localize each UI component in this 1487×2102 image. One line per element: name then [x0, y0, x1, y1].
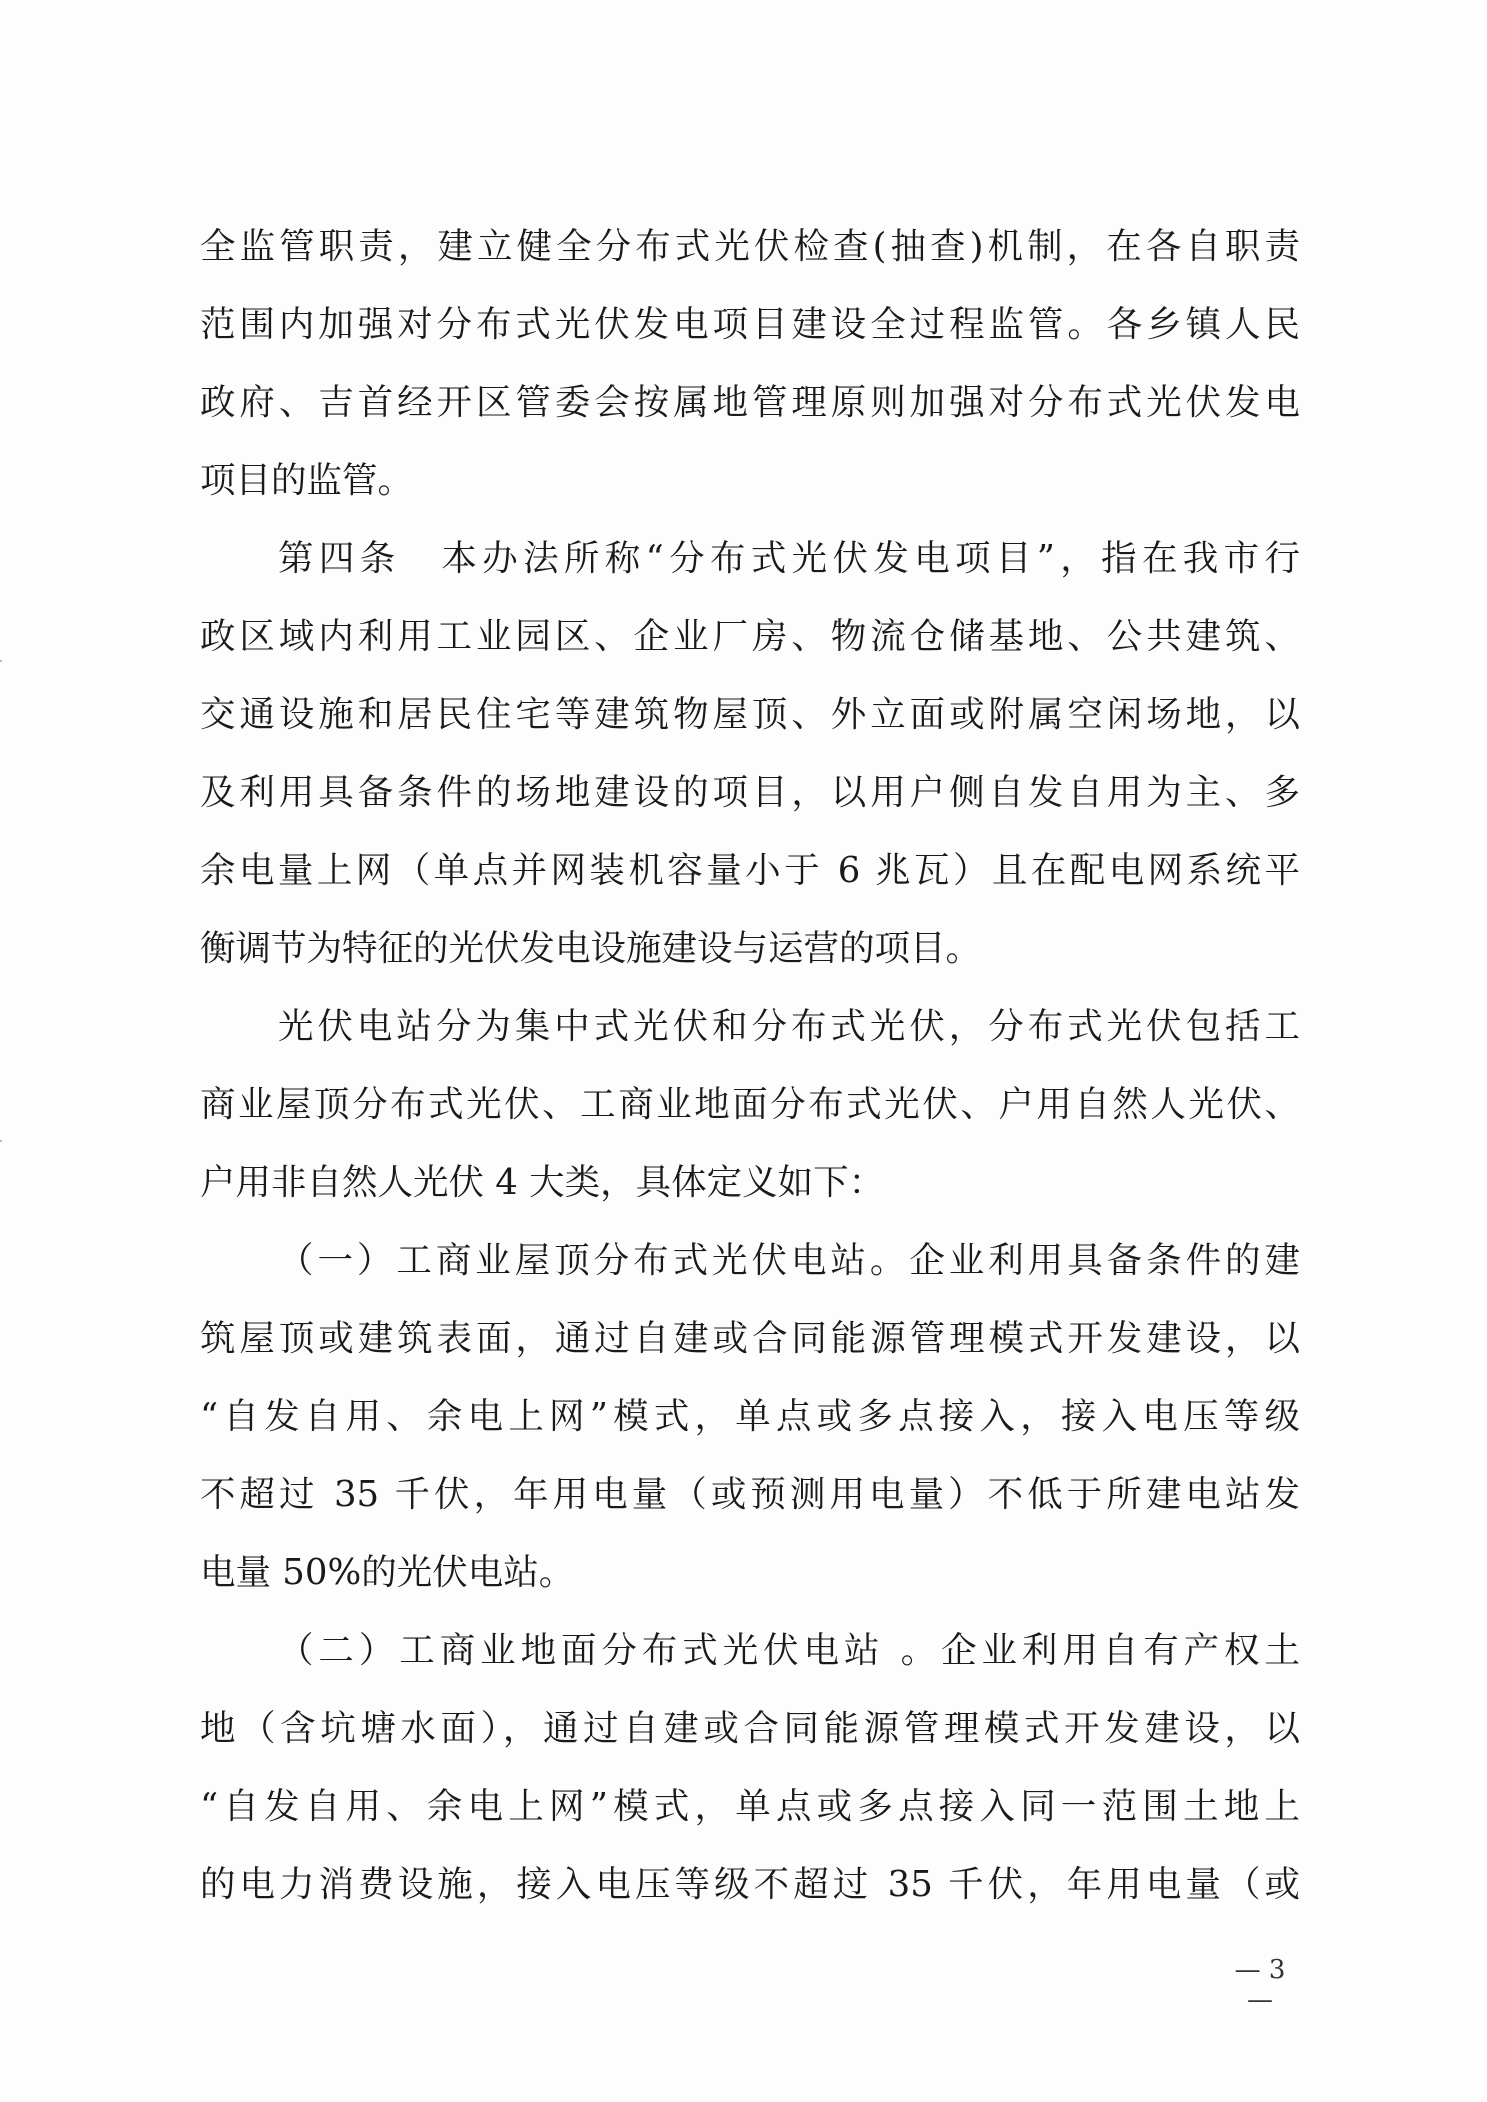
- text-line: 筑屋顶或建筑表面，通过自建或合同能源管理模式开发建设，以: [200, 1318, 1300, 1359]
- text-line: 交通设施和居民住宅等建筑物屋顶、外立面或附属空闲场地，以: [200, 694, 1300, 735]
- text-line: 全监管职责，建立健全分布式光伏检查(抽查)机制，在各自职责: [200, 226, 1300, 267]
- text-line: 余电量上网（单点并网装机容量小于 6 兆瓦）且在配电网系统平: [200, 850, 1300, 891]
- text-line: 地（含坑塘水面），通过自建或合同能源管理模式开发建设，以: [200, 1708, 1300, 1749]
- text-line: 电量 50%的光伏电站。: [200, 1552, 575, 1593]
- text-line: 户用非自然人光伏 4 大类，具体定义如下：: [200, 1162, 885, 1203]
- text-line: 及利用具备条件的场地建设的项目，以用户侧自发自用为主、多: [200, 772, 1300, 813]
- text-line: 的电力消费设施，接入电压等级不超过 35 千伏，年用电量（或: [200, 1864, 1300, 1905]
- text-line: 不超过 35 千伏，年用电量（或预测用电量）不低于所建电站发: [200, 1474, 1300, 1515]
- text-line: 政区域内利用工业园区、企业厂房、物流仓储基地、公共建筑、: [200, 616, 1300, 657]
- text-line: 商业屋顶分布式光伏、工商业地面分布式光伏、户用自然人光伏、: [200, 1084, 1300, 1125]
- scan-edge-mark: [0, 660, 2, 662]
- text-line: “自发自用、余电上网”模式，单点或多点接入，接入电压等级: [200, 1396, 1300, 1437]
- text-line: 范围内加强对分布式光伏发电项目建设全过程监管。各乡镇人民: [200, 304, 1300, 345]
- scan-edge-mark: [0, 1140, 2, 1142]
- article-heading-line: 第四条 本办法所称“分布式光伏发电项目”，指在我市行: [278, 538, 1300, 579]
- body-text: [200, 208, 1300, 1924]
- page-number: — 3 —: [1234, 1955, 1286, 2015]
- paragraph-start-line: 光伏电站分为集中式光伏和分布式光伏，分布式光伏包括工: [278, 1006, 1300, 1047]
- text-line: 政府、吉首经开区管委会按属地管理原则加强对分布式光伏发电: [200, 382, 1300, 423]
- text-line: 项目的监管。: [200, 460, 414, 501]
- text-line: 衡调节为特征的光伏发电设施建设与运营的项目。: [200, 928, 982, 969]
- text-line: “自发自用、余电上网”模式，单点或多点接入同一范围土地上: [200, 1786, 1300, 1827]
- list-item-1-line: （一）工商业屋顶分布式光伏电站。企业利用具备条件的建: [278, 1240, 1300, 1281]
- list-item-2-line: （二）工商业地面分布式光伏电站 。企业利用自有产权土: [278, 1630, 1300, 1671]
